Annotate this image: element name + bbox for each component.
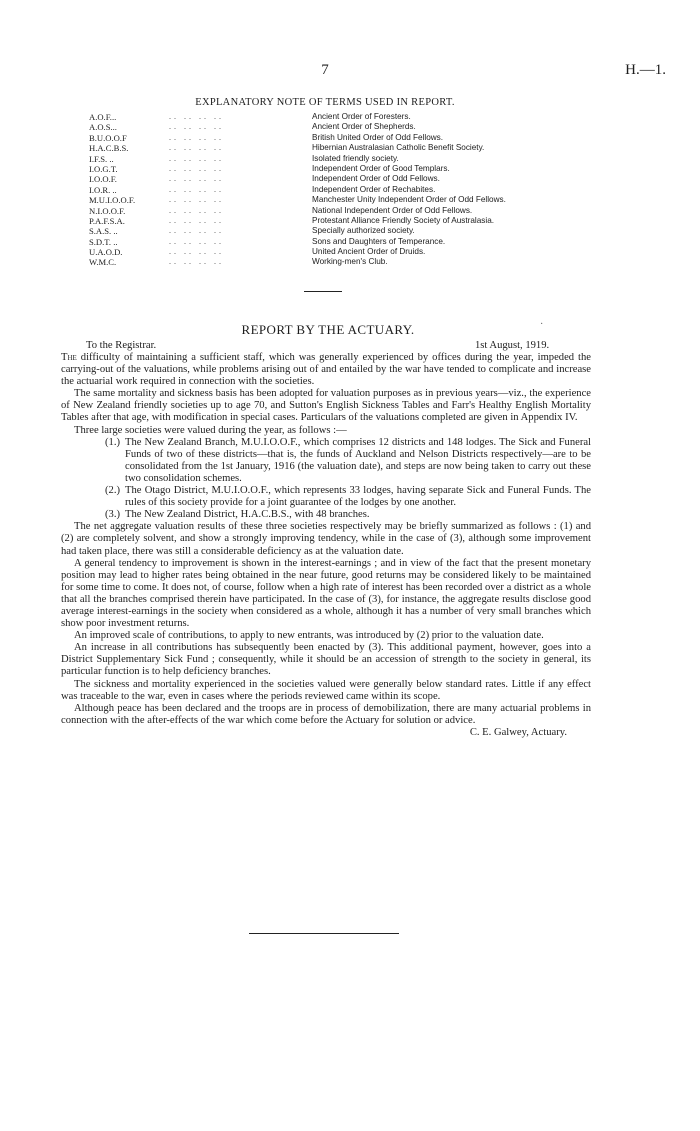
paragraph: An improved scale of contributions, to apply to new entrants, was introduced by (2) prior to the valuation date.	[74, 630, 544, 642]
dot-leader: .. .. .. ..	[169, 257, 224, 267]
report-date: 1st August, 1919.	[475, 340, 550, 351]
report-body	[61, 352, 591, 739]
list-item	[105, 509, 591, 521]
dot-leader: .. .. .. ..	[169, 226, 224, 236]
abbreviation-description: British United Order of Odd Fellows.	[312, 132, 444, 142]
abbreviation-code: S.D.T. ..	[89, 236, 118, 247]
dot-leader: .. .. .. ..	[169, 247, 224, 257]
abbreviation-code: S.A.S. ..	[89, 226, 118, 237]
abbreviation-code: U.A.O.D.	[89, 247, 123, 258]
abbreviation-code: I.O.O.F.	[89, 174, 117, 185]
dot-leader: .. .. .. ..	[169, 143, 224, 153]
list-number: (1.)	[105, 436, 121, 448]
paragraph: Three large societies were valued during the year, as follows :—	[74, 424, 347, 436]
abbreviation-description: Ancient Order of Shepherds.	[312, 122, 416, 132]
report-title: REPORT BY THE ACTUARY.	[241, 322, 415, 337]
paragraph: An increase in all contributions has subsequently been enacted by (3). This additional payment, however, goes into a District Supplementary Sick Fund ; consequently, while it should be an accession of strength to the society in general, its particular function is to help deficiency branches.	[61, 642, 591, 678]
dot-leader: .. .. .. ..	[169, 112, 224, 121]
paragraph: The sickness and mortality experienced in the societies valued were generally below standard rates. Little if any effect was traceable to the war, even in cases where the periods reviewed came within its scope.	[61, 678, 591, 702]
dot-leader: .. .. .. ..	[169, 153, 224, 163]
paragraph: A general tendency to improvement is shown in the interest-earnings ; and in view of the fact that the present monetary position may lead to higher rates being obtained in the near future, good returns may be considered likely to be maintained for some time to come. It does not, of course, follow when a high rate of interest has been recorded over a district as a whole that all the branches comprised therein have participated. In the case of (3), for instance, the aggregate results disclose good average interest-earnings in the society when considered as a whole, although it has a number of very small branches which show poor investment returns.	[61, 557, 591, 630]
abbreviation-row	[89, 226, 649, 236]
abbreviation-description: Specially authorized society.	[312, 226, 415, 236]
abbreviation-description: United Ancient Order of Druids.	[312, 247, 426, 257]
list-text: The Otago District, M.U.I.O.O.F., which represents 33 lodges, having separate Sick and Funeral Funds. The rules of this society provide for a joint guarantee of the lodges by one another.	[125, 485, 591, 509]
dot-leader: .. .. .. ..	[169, 215, 224, 225]
dot-leader: .. .. .. ..	[169, 205, 224, 215]
section-divider	[304, 291, 342, 292]
dot-leader: .. .. .. ..	[169, 132, 224, 142]
abbreviation-code: M.U.I.O.O.F.	[89, 195, 136, 206]
list-number: (3.)	[105, 509, 121, 521]
abbreviation-row	[89, 143, 649, 153]
corner-mark: ·	[540, 319, 544, 330]
paragraph-text: difficulty of maintaining a sufficient staff, which was generally experienced by offices during the year, impeded the carrying-out of the valuations, while problems arising out of and entailed by the war have tended to complicate and increase the actuarial work required in connection with the societies.	[61, 352, 591, 388]
dot-leader: .. .. .. ..	[169, 184, 224, 194]
paragraph: The same mortality and sickness basis has been adopted for valuation purposes as in previous years—viz., the experience of New Zealand friendly societies up to age 70, and Sutton's English Sickness Tables and Farr's Healthy English Mortality Tables after that age, with modification in special cases. Particulars of the valuations completed are given in Appendix IV.	[61, 388, 591, 424]
abbreviation-row	[89, 216, 649, 226]
abbreviation-description: Independent Order of Odd Fellows.	[312, 174, 440, 184]
paragraph	[61, 352, 591, 388]
page-number: 7	[321, 62, 329, 78]
abbreviation-description: Hibernian Australasian Catholic Benefit Society.	[312, 143, 485, 153]
end-divider	[249, 933, 399, 934]
abbreviation-row	[89, 154, 649, 164]
abbreviation-row	[89, 122, 649, 132]
dot-leader: .. .. .. ..	[169, 195, 224, 205]
list-text: The New Zealand Branch, M.U.I.O.O.F., which comprises 12 districts and 148 lodges. The Sick and Funeral Funds of two of these districts—that is, the funds of Auckland and Nelson Districts respectively—are to be consolidated from the 1st January, 1916 (the valuation date), and steps are now being taken to carry out these two consolidation schemes.	[125, 436, 591, 484]
abbreviation-code: B.U.O.O.F	[89, 132, 127, 143]
abbreviation-description: Isolated friendly society.	[312, 153, 399, 163]
abbreviation-code: A.O.F...	[89, 112, 117, 122]
abbreviation-description: Independent Order of Rechabites.	[312, 184, 436, 194]
abbreviation-row	[89, 206, 649, 216]
abbreviation-list	[89, 112, 649, 268]
opening-word: The	[61, 352, 77, 363]
abbreviation-row	[89, 164, 649, 174]
abbreviation-code: I.O.R. ..	[89, 184, 117, 195]
page-reference: H.—1.	[625, 62, 666, 78]
abbreviation-description: Sons and Daughters of Temperance.	[312, 236, 446, 246]
abbreviation-row	[89, 185, 649, 195]
paragraph: Although peace has been declared and the troops are in process of demobilization, there are many actuarial problems in connection with the after-effects of the war which come before the Actuary for solution or advice.	[61, 702, 591, 726]
dot-leader: .. .. .. ..	[169, 236, 224, 246]
abbreviation-row	[89, 247, 649, 257]
abbreviation-code: H.A.C.B.S.	[89, 143, 129, 154]
abbreviation-description: Ancient Order of Foresters.	[312, 112, 411, 121]
abbreviation-row	[89, 133, 649, 143]
abbreviation-description: Manchester Unity Independent Order of Odd Fellows.	[312, 195, 506, 205]
abbreviation-description: Working-men's Club.	[312, 257, 388, 267]
dot-leader: .. .. .. ..	[169, 122, 224, 132]
signature: C. E. Galwey, Actuary.	[469, 726, 567, 738]
abbreviation-code: I.F.S. ..	[89, 153, 114, 164]
addressee: To the Registrar.	[86, 340, 157, 351]
list-number: (2.)	[105, 485, 121, 497]
abbreviation-row	[89, 112, 649, 122]
dot-leader: .. .. .. ..	[169, 174, 224, 184]
dot-leader: .. .. .. ..	[169, 163, 224, 173]
paragraph: The net aggregate valuation results of these three societies respectively may be briefly summarized as follows : (1) and (2) are completely solvent, and show a strongly improving tendency, while in the case of (3), although some improvement had taken place, there was still a considerable deficiency as at the valuation date.	[61, 521, 591, 557]
explanatory-note-heading: EXPLANATORY NOTE OF TERMS USED IN REPORT.	[195, 97, 455, 108]
abbreviation-row	[89, 237, 649, 247]
list-item	[105, 485, 591, 509]
abbreviation-code: I.O.G.T.	[89, 163, 118, 174]
abbreviation-code: N.I.O.O.F.	[89, 205, 126, 216]
abbreviation-description: Protestant Alliance Friendly Society of Australasia.	[312, 215, 495, 225]
list-text: The New Zealand District, H.A.C.B.S., with 48 branches.	[125, 509, 370, 521]
abbreviation-description: Independent Order of Good Templars.	[312, 163, 450, 173]
abbreviation-code: P.A.F.S.A.	[89, 215, 125, 226]
abbreviation-row	[89, 257, 649, 267]
abbreviation-code: W.M.C.	[89, 257, 117, 268]
abbreviation-row	[89, 195, 649, 205]
list-item	[105, 437, 591, 485]
abbreviation-code: A.O.S...	[89, 122, 117, 133]
abbreviation-description: National Independent Order of Odd Fellows.	[312, 205, 473, 215]
abbreviation-row	[89, 174, 649, 184]
